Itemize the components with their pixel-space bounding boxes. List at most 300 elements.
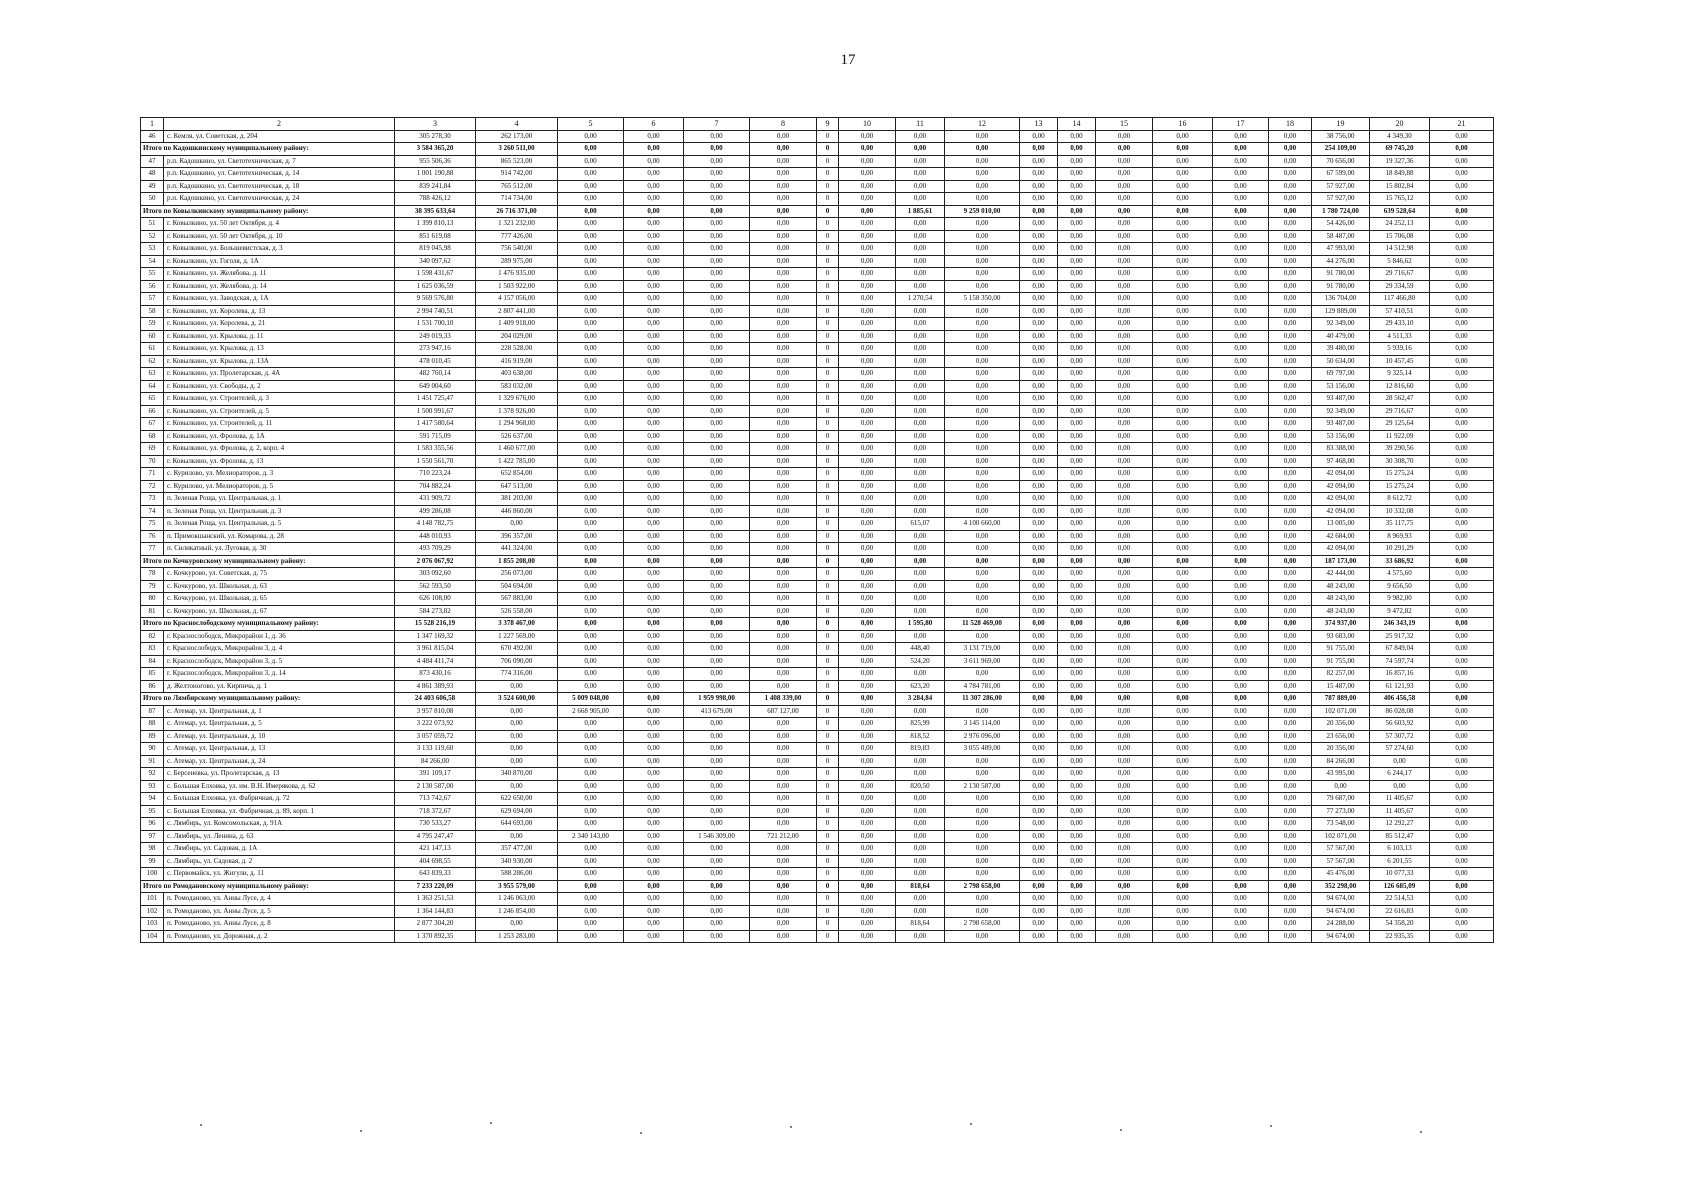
table-cell: 0,00 xyxy=(1096,505,1153,518)
table-cell: 0,00 xyxy=(945,443,1020,456)
table-cell: 22 935,35 xyxy=(1370,930,1430,943)
table-cell: 0,00 xyxy=(839,843,896,856)
table-cell: 0,00 xyxy=(1213,818,1269,831)
table-cell: 0,00 xyxy=(945,368,1020,381)
address-cell: с. Лямбирь, ул. Садовая, д. 1А xyxy=(164,843,395,856)
table-cell: 79 687,00 xyxy=(1312,793,1370,806)
table-cell: 0,00 xyxy=(684,505,750,518)
table-cell: 0,00 xyxy=(624,330,684,343)
table-cell: 0,00 xyxy=(1153,630,1213,643)
table-cell: 0,00 xyxy=(750,630,817,643)
table-cell: 0,00 xyxy=(750,468,817,481)
table-cell: 0,00 xyxy=(1020,555,1058,568)
table-cell: 0,00 xyxy=(684,743,750,756)
table-cell: 0,00 xyxy=(684,805,750,818)
table-cell: 35 117,75 xyxy=(1370,518,1430,531)
table-cell: 0,00 xyxy=(558,218,624,231)
table-cell: 102 071,00 xyxy=(1312,830,1370,843)
row-number: 64 xyxy=(141,380,164,393)
table-cell: 0 xyxy=(817,805,839,818)
table-cell: 0,00 xyxy=(945,480,1020,493)
table-cell: 626 108,00 xyxy=(395,593,476,606)
table-cell: 0,00 xyxy=(1020,205,1058,218)
table-cell: 2 994 740,51 xyxy=(395,305,476,318)
table-cell: 0,00 xyxy=(1370,755,1430,768)
table-cell: 0,00 xyxy=(1020,855,1058,868)
table-cell: 0,00 xyxy=(624,280,684,293)
table-cell: 93 487,00 xyxy=(1312,418,1370,431)
table-cell: 0,00 xyxy=(1020,430,1058,443)
table-row xyxy=(141,780,1494,793)
header-cell: 11 xyxy=(896,118,945,131)
table-cell: 22 514,53 xyxy=(1370,893,1430,906)
table-cell: 0,00 xyxy=(1430,155,1494,168)
table-cell: 0,00 xyxy=(684,718,750,731)
table-cell: 0,00 xyxy=(896,493,945,506)
table-cell: 0,00 xyxy=(1153,880,1213,893)
table-cell: 0,00 xyxy=(684,455,750,468)
table-cell: 0,00 xyxy=(684,218,750,231)
table-row xyxy=(141,155,1494,168)
table-cell: 0,00 xyxy=(750,618,817,631)
table-cell: 0,00 xyxy=(750,680,817,693)
table-cell: 0,00 xyxy=(839,718,896,731)
table-cell: 0,00 xyxy=(1213,580,1269,593)
table-cell: 0,00 xyxy=(624,793,684,806)
table-cell: 0,00 xyxy=(896,405,945,418)
table-cell: 0,00 xyxy=(558,155,624,168)
table-cell: 0,00 xyxy=(1430,655,1494,668)
table-cell: 0,00 xyxy=(1213,405,1269,418)
table-cell: 0,00 xyxy=(1058,393,1096,406)
table-cell: 0,00 xyxy=(1153,405,1213,418)
table-cell: 204 029,00 xyxy=(476,330,558,343)
table-cell: 0,00 xyxy=(1153,218,1213,231)
row-number: 52 xyxy=(141,230,164,243)
table-cell: 0,00 xyxy=(1058,343,1096,356)
table-cell: 1 959 998,00 xyxy=(684,693,750,706)
table-cell: 0,00 xyxy=(558,518,624,531)
table-cell: 3 378 467,00 xyxy=(476,618,558,631)
table-cell: 0,00 xyxy=(1058,368,1096,381)
table-cell: 0,00 xyxy=(1430,218,1494,231)
table-cell: 396 357,00 xyxy=(476,530,558,543)
table-cell: 0,00 xyxy=(624,693,684,706)
table-cell: 93 683,00 xyxy=(1312,630,1370,643)
table-cell: 622 650,00 xyxy=(476,793,558,806)
table-cell: 0,00 xyxy=(1020,268,1058,281)
address-cell: с. Берсеневка, ул. Пролетарская, д. 13 xyxy=(164,768,395,781)
table-cell: 4 784 781,00 xyxy=(945,680,1020,693)
table-cell: 0,00 xyxy=(624,530,684,543)
table-cell: 0,00 xyxy=(558,180,624,193)
row-number: 82 xyxy=(141,630,164,643)
table-cell: 0,00 xyxy=(558,443,624,456)
table-cell: 0,00 xyxy=(1153,205,1213,218)
table-cell: 0,00 xyxy=(839,768,896,781)
table-cell: 0,00 xyxy=(896,255,945,268)
table-cell: 0,00 xyxy=(1430,480,1494,493)
table-cell: 5 009 048,00 xyxy=(558,693,624,706)
table-cell: 4 484 411,74 xyxy=(395,655,476,668)
table-cell: 0,00 xyxy=(750,168,817,181)
row-number: 96 xyxy=(141,818,164,831)
table-cell: 4 148 782,75 xyxy=(395,518,476,531)
table-row xyxy=(141,330,1494,343)
table-cell: 0,00 xyxy=(624,868,684,881)
table-cell: 0,00 xyxy=(1020,568,1058,581)
table-cell: 0,00 xyxy=(1269,730,1312,743)
table-cell: 0,00 xyxy=(1058,843,1096,856)
table-cell: 0,00 xyxy=(1020,293,1058,306)
address-cell: г. Ковылкино, ул. Фролова, д. 13 xyxy=(164,455,395,468)
table-cell: 0 xyxy=(817,705,839,718)
table-cell: 0,00 xyxy=(1096,780,1153,793)
table-cell: 0,00 xyxy=(1269,143,1312,156)
table-cell: 0,00 xyxy=(1020,843,1058,856)
table-cell: 0,00 xyxy=(624,930,684,943)
address-cell: с. Кочкурово, ул. Советская, д. 75 xyxy=(164,568,395,581)
table-cell: 38 395 633,64 xyxy=(395,205,476,218)
table-cell: 0,00 xyxy=(1058,668,1096,681)
table-cell: 0,00 xyxy=(624,630,684,643)
table-cell: 0 xyxy=(817,205,839,218)
table-cell: 0,00 xyxy=(624,243,684,256)
table-cell: 0,00 xyxy=(839,805,896,818)
table-row xyxy=(141,605,1494,618)
table-cell: 0,00 xyxy=(624,805,684,818)
header-cell: 21 xyxy=(1430,118,1494,131)
table-cell: 0,00 xyxy=(1096,730,1153,743)
table-cell: 0,00 xyxy=(624,268,684,281)
table-cell: 0,00 xyxy=(624,430,684,443)
table-cell: 0,00 xyxy=(1020,680,1058,693)
table-cell: 0,00 xyxy=(750,155,817,168)
table-cell: 0,00 xyxy=(624,380,684,393)
table-cell: 0,00 xyxy=(945,818,1020,831)
table-cell: 0,00 xyxy=(750,480,817,493)
table-cell: 0,00 xyxy=(1153,268,1213,281)
table-cell: 0,00 xyxy=(839,793,896,806)
table-cell: 0,00 xyxy=(945,630,1020,643)
table-row xyxy=(141,405,1494,418)
table-cell: 0,00 xyxy=(558,643,624,656)
table-cell: 0,00 xyxy=(896,343,945,356)
table-cell: 0,00 xyxy=(839,305,896,318)
row-number: 83 xyxy=(141,643,164,656)
table-cell: 0,00 xyxy=(1058,880,1096,893)
table-cell: 91 780,00 xyxy=(1312,280,1370,293)
table-cell: 0,00 xyxy=(1430,593,1494,606)
table-cell: 0 xyxy=(817,743,839,756)
table-cell: 0,00 xyxy=(1096,880,1153,893)
table-cell: 0,00 xyxy=(624,518,684,531)
table-cell: 0 xyxy=(817,643,839,656)
row-number: 95 xyxy=(141,805,164,818)
table-cell: 0,00 xyxy=(624,205,684,218)
table-cell: 5 158 350,00 xyxy=(945,293,1020,306)
table-cell: 0,00 xyxy=(750,405,817,418)
table-cell: 0,00 xyxy=(624,443,684,456)
table-cell: 0,00 xyxy=(896,805,945,818)
table-cell: 15 275,24 xyxy=(1370,480,1430,493)
table-cell: 955 506,36 xyxy=(395,155,476,168)
table-cell: 3 222 073,92 xyxy=(395,718,476,731)
table-cell: 42 094,00 xyxy=(1312,505,1370,518)
table-cell: 0 xyxy=(817,868,839,881)
row-number: 55 xyxy=(141,268,164,281)
table-cell: 58 487,00 xyxy=(1312,230,1370,243)
table-cell: 0,00 xyxy=(1430,243,1494,256)
table-cell: 0,00 xyxy=(1020,880,1058,893)
table-cell: 0,00 xyxy=(1153,805,1213,818)
table-cell: 0,00 xyxy=(750,805,817,818)
table-cell: 0,00 xyxy=(896,543,945,556)
table-cell: 0,00 xyxy=(750,543,817,556)
table-cell: 0 xyxy=(817,293,839,306)
table-cell: 84 266,00 xyxy=(1312,755,1370,768)
header-cell: 15 xyxy=(1096,118,1153,131)
table-cell: 0 xyxy=(817,818,839,831)
table-cell: 0,00 xyxy=(839,893,896,906)
table-cell: 0,00 xyxy=(1269,905,1312,918)
table-cell: 0,00 xyxy=(1213,355,1269,368)
table-cell: 819 045,98 xyxy=(395,243,476,256)
table-cell: 29 433,10 xyxy=(1370,318,1430,331)
table-cell: 15 706,08 xyxy=(1370,230,1430,243)
table-cell: 0,00 xyxy=(839,505,896,518)
table-cell: 710 223,24 xyxy=(395,468,476,481)
table-cell: 0,00 xyxy=(945,793,1020,806)
table-cell: 0,00 xyxy=(750,555,817,568)
table-cell: 0,00 xyxy=(945,555,1020,568)
table-cell: 0,00 xyxy=(1020,930,1058,943)
table-cell: 1 531 700,10 xyxy=(395,318,476,331)
table-cell: 0,00 xyxy=(945,805,1020,818)
table-cell: 10 332,08 xyxy=(1370,505,1430,518)
table-cell: 29 334,59 xyxy=(1370,280,1430,293)
table-row xyxy=(141,305,1494,318)
table-cell: 0,00 xyxy=(1269,455,1312,468)
row-number: 102 xyxy=(141,905,164,918)
table-cell: 0,00 xyxy=(558,918,624,931)
table-cell: 0,00 xyxy=(1096,393,1153,406)
row-number: 77 xyxy=(141,543,164,556)
table-cell: 0,00 xyxy=(1153,668,1213,681)
table-cell: 0,00 xyxy=(1269,530,1312,543)
address-cell: г. Ковылкино, ул. Строителей, д. 5 xyxy=(164,405,395,418)
table-cell: 0,00 xyxy=(1058,318,1096,331)
table-cell: 0,00 xyxy=(1430,605,1494,618)
table-cell: 0,00 xyxy=(1213,730,1269,743)
table-cell: 0,00 xyxy=(839,318,896,331)
table-cell: 0,00 xyxy=(1153,680,1213,693)
table-cell: 0,00 xyxy=(558,568,624,581)
table-cell: 0,00 xyxy=(1269,418,1312,431)
table-cell: 0,00 xyxy=(750,330,817,343)
table-cell: 0,00 xyxy=(750,343,817,356)
table-cell: 0,00 xyxy=(476,830,558,843)
table-cell: 0,00 xyxy=(1096,380,1153,393)
row-number: 98 xyxy=(141,843,164,856)
table-cell: 38 756,00 xyxy=(1312,130,1370,143)
table-cell: 0,00 xyxy=(1430,768,1494,781)
table-cell: 0,00 xyxy=(750,205,817,218)
table-cell: 0,00 xyxy=(1213,218,1269,231)
table-cell: 0,00 xyxy=(558,905,624,918)
table-cell: 5 939,16 xyxy=(1370,343,1430,356)
table-cell: 0 xyxy=(817,405,839,418)
table-cell: 0,00 xyxy=(839,630,896,643)
table-cell: 0,00 xyxy=(896,768,945,781)
table-cell: 0,00 xyxy=(1213,705,1269,718)
header-cell: 14 xyxy=(1058,118,1096,131)
table-cell: 0 xyxy=(817,193,839,206)
table-cell: 0,00 xyxy=(558,730,624,743)
table-cell: 0,00 xyxy=(750,380,817,393)
table-row xyxy=(141,718,1494,731)
table-cell: 26 716 371,00 xyxy=(476,205,558,218)
table-cell: 1 409 918,00 xyxy=(476,318,558,331)
table-cell: 0,00 xyxy=(1269,180,1312,193)
table-cell: 9 982,00 xyxy=(1370,593,1430,606)
table-cell: 0,00 xyxy=(1153,655,1213,668)
table-cell: 0,00 xyxy=(1020,418,1058,431)
table-cell: 0,00 xyxy=(1058,330,1096,343)
address-cell: с. Большая Елховка, ул. им. В.Н. Имерякова, д. 62 xyxy=(164,780,395,793)
subtotal-label: Итого по Ковылкинскому муниципальному району: xyxy=(141,205,395,218)
address-cell: г. Ковылкино, ул. 50 лет Октября, д. 4 xyxy=(164,218,395,231)
table-cell: 0,00 xyxy=(1058,930,1096,943)
table-cell: 0,00 xyxy=(1269,468,1312,481)
table-cell: 70 656,00 xyxy=(1312,155,1370,168)
table-cell: 0,00 xyxy=(1058,705,1096,718)
table-cell: 94 674,00 xyxy=(1312,930,1370,943)
table-cell: 0 xyxy=(817,668,839,681)
table-cell: 0,00 xyxy=(558,255,624,268)
table-cell: 0,00 xyxy=(750,880,817,893)
table-cell: 4 157 056,00 xyxy=(476,293,558,306)
table-cell: 1 408 339,00 xyxy=(750,693,817,706)
table-cell: 0,00 xyxy=(1058,605,1096,618)
table-cell: 0,00 xyxy=(1269,480,1312,493)
table-cell: 0,00 xyxy=(1430,143,1494,156)
table-cell: 10 077,33 xyxy=(1370,868,1430,881)
table-cell: 42 684,00 xyxy=(1312,530,1370,543)
table-cell: 0,00 xyxy=(1058,218,1096,231)
table-cell: 0,00 xyxy=(624,905,684,918)
table-cell: 3 055 489,00 xyxy=(945,743,1020,756)
table-cell: 91 780,00 xyxy=(1312,268,1370,281)
table-cell: 0,00 xyxy=(684,255,750,268)
table-cell: 0,00 xyxy=(1058,518,1096,531)
table-cell: 0,00 xyxy=(1213,518,1269,531)
table-cell: 0,00 xyxy=(1269,843,1312,856)
table-cell: 0,00 xyxy=(1058,855,1096,868)
table-cell: 0 xyxy=(817,418,839,431)
table-cell: 0,00 xyxy=(1020,193,1058,206)
table-cell: 0,00 xyxy=(1058,230,1096,243)
table-cell: 0,00 xyxy=(1153,468,1213,481)
table-cell: 11 405,67 xyxy=(1370,805,1430,818)
table-cell: 0,00 xyxy=(839,693,896,706)
table-cell: 0 xyxy=(817,580,839,593)
table-cell: 0,00 xyxy=(1096,155,1153,168)
table-cell: 0,00 xyxy=(558,468,624,481)
table-cell: 0,00 xyxy=(1096,668,1153,681)
table-cell: 416 919,00 xyxy=(476,355,558,368)
table-cell: 0,00 xyxy=(945,580,1020,593)
register-table xyxy=(140,117,1494,943)
table-cell: 0,00 xyxy=(1020,393,1058,406)
table-cell: 0,00 xyxy=(896,380,945,393)
table-cell: 0,00 xyxy=(1269,293,1312,306)
table-cell: 0,00 xyxy=(684,680,750,693)
address-cell: р.п. Кадошкино, ул. Светотехническая, д. 7 xyxy=(164,155,395,168)
table-cell: 0,00 xyxy=(896,705,945,718)
table-cell: 404 698,55 xyxy=(395,855,476,868)
table-cell: 0,00 xyxy=(558,318,624,331)
table-cell: 29 716,67 xyxy=(1370,268,1430,281)
table-cell: 246 343,19 xyxy=(1370,618,1430,631)
table-cell: 865 523,00 xyxy=(476,155,558,168)
table-cell: 0,00 xyxy=(684,268,750,281)
table-cell: 0,00 xyxy=(558,580,624,593)
table-cell: 0,00 xyxy=(1096,268,1153,281)
table-cell: 0,00 xyxy=(1213,180,1269,193)
table-cell: 0,00 xyxy=(945,755,1020,768)
table-cell: 0,00 xyxy=(1096,630,1153,643)
table-cell: 0,00 xyxy=(1153,505,1213,518)
table-row xyxy=(141,868,1494,881)
table-cell: 85 512,47 xyxy=(1370,830,1430,843)
table-cell: 57 274,60 xyxy=(1370,743,1430,756)
table-cell: 11 528 469,00 xyxy=(945,618,1020,631)
table-cell: 584 273,82 xyxy=(395,605,476,618)
table-cell: 0,00 xyxy=(1269,680,1312,693)
table-cell: 0,00 xyxy=(1430,343,1494,356)
table-cell: 0,00 xyxy=(1153,418,1213,431)
table-cell: 53 156,00 xyxy=(1312,380,1370,393)
table-cell: 129 889,00 xyxy=(1312,305,1370,318)
table-cell: 22 616,83 xyxy=(1370,905,1430,918)
table-cell: 0,00 xyxy=(1058,255,1096,268)
table-cell: 0,00 xyxy=(839,555,896,568)
table-cell: 0,00 xyxy=(896,480,945,493)
table-cell: 1 253 283,00 xyxy=(476,930,558,943)
table-cell: 0,00 xyxy=(1213,930,1269,943)
table-cell: 15 765,12 xyxy=(1370,193,1430,206)
table-cell: 0,00 xyxy=(839,518,896,531)
table-cell: 0,00 xyxy=(1096,605,1153,618)
table-cell: 0,00 xyxy=(1020,368,1058,381)
table-cell: 39 480,00 xyxy=(1312,343,1370,356)
table-cell: 0,00 xyxy=(839,393,896,406)
table-cell: 0,00 xyxy=(1213,793,1269,806)
table-row xyxy=(141,505,1494,518)
row-number: 78 xyxy=(141,568,164,581)
table-cell: 0,00 xyxy=(839,280,896,293)
address-cell: с. Лямбирь, ул. Садовая, д. 2 xyxy=(164,855,395,868)
table-cell: 0,00 xyxy=(896,193,945,206)
table-cell: 47 993,00 xyxy=(1312,243,1370,256)
table-cell: 0,00 xyxy=(1020,318,1058,331)
table-cell: 11 405,67 xyxy=(1370,793,1430,806)
table-cell: 0,00 xyxy=(1020,480,1058,493)
table-cell: 67 849,04 xyxy=(1370,643,1430,656)
table-cell: 57 410,51 xyxy=(1370,305,1430,318)
table-cell: 0,00 xyxy=(1096,655,1153,668)
